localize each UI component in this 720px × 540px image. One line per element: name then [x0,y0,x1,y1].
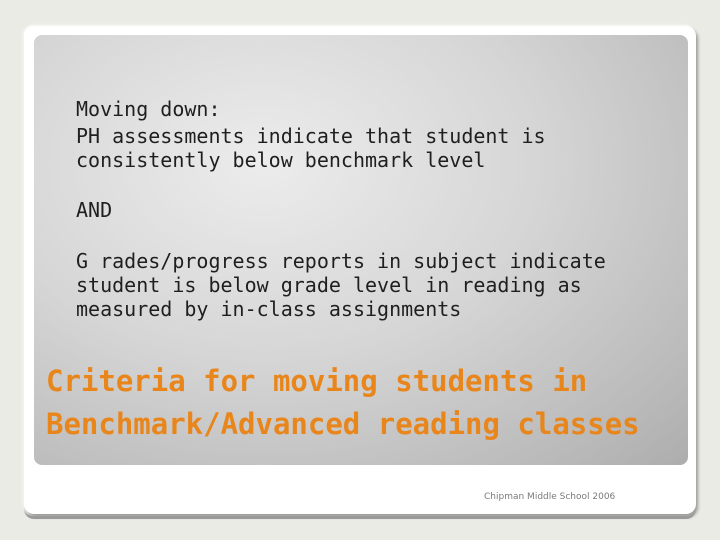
slide-frame-edge [24,508,696,519]
bullet-item [56,249,660,321]
bullet-text: G rades/progress reports in subject indicate student is below grade level in reading as measured by in-class assignments [76,249,606,321]
footer-text: Chipman Middle School 2006 [484,492,616,502]
slide-title: Criteria for moving students in Benchmark/Advanced reading classes [46,364,640,441]
bullet-item [56,198,660,222]
bullet-text: PH assessments indicate that student is consistently below benchmark level [76,124,546,172]
bullet-item [56,97,660,121]
bullet-item [56,124,660,172]
bullet-text: Moving down: [76,97,221,121]
bullet-text: AND [76,198,113,222]
